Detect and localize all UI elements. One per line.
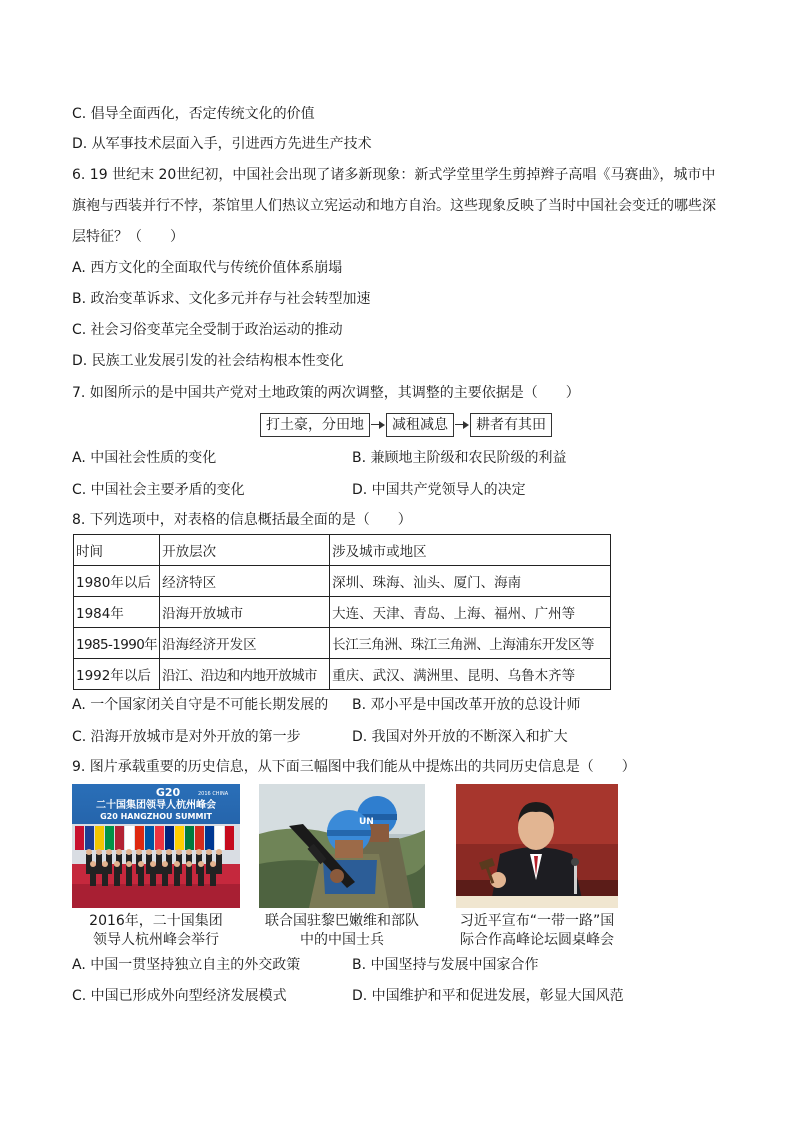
table-row — [74, 597, 611, 628]
table-row — [74, 566, 611, 597]
photo1-caption-line1: 2016年，二十国集团 — [89, 913, 223, 929]
q9-option-b: B. 中国坚持与发展中国家合作 — [352, 957, 539, 973]
belt-road-forum-photo — [456, 784, 618, 908]
table-cell: 重庆、武汉、满洲里、昆明、乌鲁木齐等 — [330, 659, 611, 690]
photo1-caption — [72, 912, 240, 950]
q7-option-c: C. 中国社会主要矛盾的变化 — [72, 482, 245, 498]
q8-stem: 8. 下列选项中，对表格的信息概括最全面的是（ ） — [72, 512, 412, 528]
table-cell: 经济特区 — [160, 566, 330, 597]
flow-step-1: 打土豪，分田地 — [260, 413, 370, 437]
table-cell: 1984年 — [74, 597, 160, 628]
table-cell: 大连、天津、青岛、上海、福州、广州等 — [330, 597, 611, 628]
table-cell: 1992年以后 — [74, 659, 160, 690]
q7-option-d: D. 中国共产党领导人的决定 — [352, 482, 526, 498]
q6-stem-line1: 6. 19 世纪末 20世纪初，中国社会出现了诸多新现象：新式学堂里学生剪掉辫子高唱《马赛曲》，城市中 — [72, 167, 716, 183]
table-row — [74, 659, 611, 690]
table-header: 时间 — [74, 535, 160, 566]
photo2-caption — [249, 912, 435, 950]
g20-summit-photo — [72, 784, 240, 908]
flow-step-3: 耕者有其田 — [470, 413, 552, 437]
peacekeeper-photo — [259, 784, 425, 908]
g20-banner-cn: 二十国集团领导人杭州峰会 — [96, 800, 216, 811]
photo2-caption-line2: 中的中国士兵 — [300, 932, 384, 948]
un-helmet-label: UN — [359, 817, 374, 827]
q8-option-c: C. 沿海开放城市是对外开放的第一步 — [72, 729, 301, 745]
table-header: 开放层次 — [160, 535, 330, 566]
photo3-caption-line1: 习近平宣布“一带一路”国 — [459, 913, 615, 929]
table-cell: 沿海经济开发区 — [160, 628, 330, 659]
table-header: 涉及城市或地区 — [330, 535, 611, 566]
q9-option-c: C. 中国已形成外向型经济发展模式 — [72, 988, 287, 1004]
q9-stem: 9. 图片承载重要的历史信息，从下面三幅图中我们能从中提炼出的共同历史信息是（ ） — [72, 759, 636, 775]
g20-summit-illustration — [72, 784, 240, 908]
q9-option-a: A. 中国一贯坚持独立自主的外交政策 — [72, 957, 301, 973]
q6-option-d: D. 民族工业发展引发的社会结构根本性变化 — [72, 353, 344, 369]
g20-banner-en: G20 HANGZHOU SUMMIT — [100, 812, 212, 821]
belt-road-forum-illustration — [456, 784, 618, 908]
photo2-caption-line1: 联合国驻黎巴嫩维和部队 — [265, 913, 419, 929]
table-row — [74, 628, 611, 659]
g20-logo: G20 — [155, 786, 181, 799]
q6-option-a: A. 西方文化的全面取代与传统价值体系崩塌 — [72, 260, 343, 276]
opening-up-table — [73, 534, 611, 690]
table-cell: 深圳、珠海、汕头、厦门、海南 — [330, 566, 611, 597]
q8-option-a: A. 一个国家闭关自守是不可能长期发展的 — [72, 697, 329, 713]
q6-stem-line2: 旗袍与西装并行不悖，茶馆里人们热议立宪运动和地方自治。这些现象反映了当时中国社会变迁的哪些深 — [72, 198, 716, 214]
q5-option-c: C. 倡导全面西化，否定传统文化的价值 — [72, 106, 315, 122]
table-cell: 1985-1990年 — [74, 628, 160, 659]
q8-option-b: B. 邓小平是中国改革开放的总设计师 — [352, 697, 581, 713]
table-cell: 1980年以后 — [74, 566, 160, 597]
q6-option-c: C. 社会习俗变革完全受制于政治运动的推动 — [72, 322, 343, 338]
photo3-caption — [440, 912, 634, 950]
q9-option-d: D. 中国维护和平和促进发展，彰显大国风范 — [352, 988, 624, 1004]
arrow-right-icon — [370, 414, 386, 436]
g20-logo-sub: 2016 CHINA — [198, 791, 229, 797]
photo3-caption-line2: 际合作高峰论坛圆桌峰会 — [460, 932, 614, 948]
peacekeeper-illustration — [259, 784, 425, 908]
q7-stem: 7. 如图所示的是中国共产党对土地政策的两次调整，其调整的主要依据是（ ） — [72, 385, 580, 401]
q6-stem-line3: 层特征？（ ） — [72, 229, 184, 245]
table-cell: 沿海开放城市 — [160, 597, 330, 628]
arrow-right-icon — [454, 414, 470, 436]
table-cell: 沿江、沿边和内地开放城市 — [160, 659, 330, 690]
q7-option-b: B. 兼顾地主阶级和农民阶级的利益 — [352, 450, 567, 466]
table-cell: 长江三角洲、珠江三角洲、上海浦东开发区等 — [330, 628, 611, 659]
q8-option-d: D. 我国对外开放的不断深入和扩大 — [352, 729, 568, 745]
table-header-row — [74, 535, 611, 566]
flow-step-2: 减租减息 — [386, 413, 454, 437]
q6-option-b: B. 政治变革诉求、文化多元并存与社会转型加速 — [72, 291, 371, 307]
q7-option-a: A. 中国社会性质的变化 — [72, 450, 217, 466]
photo1-caption-line2: 领导人杭州峰会举行 — [93, 932, 219, 948]
q5-option-d: D. 从军事技术层面入手，引进西方先进生产技术 — [72, 136, 372, 152]
land-policy-flow-diagram — [260, 413, 552, 437]
